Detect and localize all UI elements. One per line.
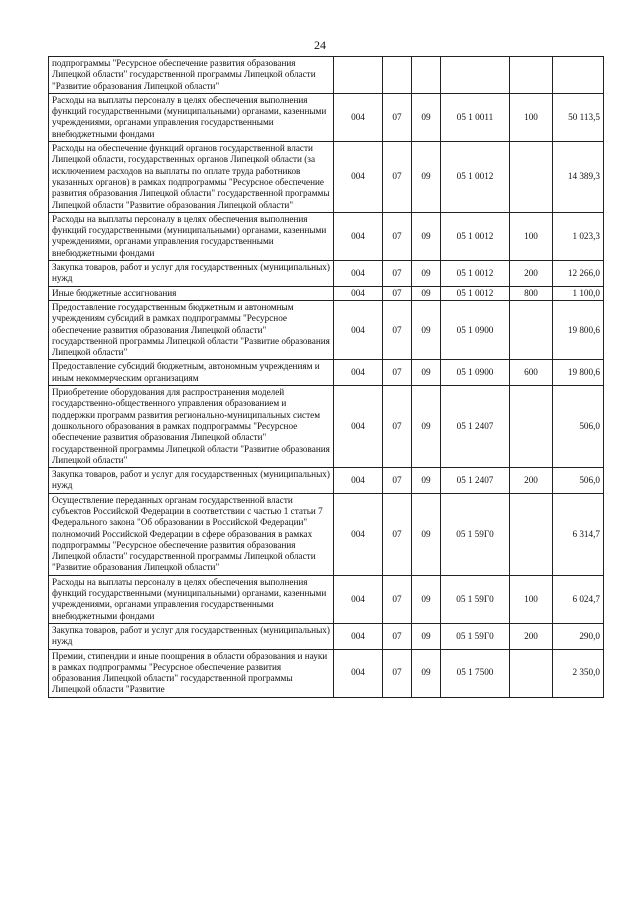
cell-expense-type xyxy=(510,493,553,575)
cell-expense-type: 100 xyxy=(510,212,553,260)
cell-amount: 14 389,3 xyxy=(553,142,604,213)
cell-department-code: 004 xyxy=(334,142,383,213)
cell-subsection: 09 xyxy=(412,386,441,468)
cell-amount: 6 314,7 xyxy=(553,493,604,575)
cell-target-article: 05 1 2407 xyxy=(441,386,510,468)
cell-amount: 19 800,6 xyxy=(553,360,604,386)
cell-section: 07 xyxy=(383,93,412,141)
cell-description: Иные бюджетные ассигнования xyxy=(49,286,334,300)
cell-target-article: 05 1 59Г0 xyxy=(441,623,510,649)
cell-description: Закупка товаров, работ и услуг для государственных (муниципальных) нужд xyxy=(49,468,334,494)
cell-amount: 290,0 xyxy=(553,623,604,649)
cell-subsection: 09 xyxy=(412,261,441,287)
cell-amount: 12 266,0 xyxy=(553,261,604,287)
cell-expense-type xyxy=(510,142,553,213)
cell-department-code: 004 xyxy=(334,468,383,494)
cell-department-code: 004 xyxy=(334,261,383,287)
cell-description: подпрограммы "Ресурсное обеспечение развития образования Липецкой области" государственной программы Липецкой области "Развитие образования Липецкой области" xyxy=(49,57,334,94)
cell-amount: 19 800,6 xyxy=(553,300,604,359)
cell-section: 07 xyxy=(383,575,412,623)
cell-target-article: 05 1 0900 xyxy=(441,360,510,386)
cell-section: 07 xyxy=(383,286,412,300)
cell-expense-type: 100 xyxy=(510,575,553,623)
table-row xyxy=(49,575,604,623)
cell-subsection: 09 xyxy=(412,575,441,623)
cell-target-article: 05 1 0012 xyxy=(441,212,510,260)
table-row xyxy=(49,261,604,287)
cell-expense-type: 800 xyxy=(510,286,553,300)
cell-department-code: 004 xyxy=(334,493,383,575)
cell-subsection: 09 xyxy=(412,286,441,300)
table-row xyxy=(49,212,604,260)
cell-amount: 2 350,0 xyxy=(553,649,604,697)
cell-description: Осуществление переданных органам государственной власти субъектов Российской Федерации в соответствии с частью 1 статьи 7 Федерального закона "Об образовании в Российской Федерации" полномочий Российской Федерации в сфере образования в рамках подпрограммы "Ресурсное обеспечение развития образования Липецкой области" государственной программы Липецкой области "Развитие образования Липецкой области" xyxy=(49,493,334,575)
cell-department-code xyxy=(334,57,383,94)
cell-section: 07 xyxy=(383,493,412,575)
cell-subsection: 09 xyxy=(412,623,441,649)
table-row xyxy=(49,386,604,468)
cell-description: Приобретение оборудования для распространения моделей государственно-общественного управления образованием и поддержки программ развития регионально-муниципальных систем дошкольного образования в рамках подпрограммы "Ресурсное обеспечение развития образования Липецкой области" государственной программы Липецкой области "Развитие образования Липецкой области" xyxy=(49,386,334,468)
cell-expense-type: 600 xyxy=(510,360,553,386)
cell-subsection: 09 xyxy=(412,212,441,260)
cell-department-code: 004 xyxy=(334,212,383,260)
table-row xyxy=(49,286,604,300)
cell-expense-type xyxy=(510,300,553,359)
cell-department-code: 004 xyxy=(334,623,383,649)
cell-subsection: 09 xyxy=(412,468,441,494)
cell-amount: 506,0 xyxy=(553,468,604,494)
cell-section: 07 xyxy=(383,300,412,359)
cell-department-code: 004 xyxy=(334,386,383,468)
cell-subsection: 09 xyxy=(412,649,441,697)
table-row xyxy=(49,493,604,575)
table-row xyxy=(49,649,604,697)
cell-department-code: 004 xyxy=(334,286,383,300)
cell-expense-type: 200 xyxy=(510,261,553,287)
cell-description: Расходы на выплаты персоналу в целях обеспечения выполнения функций государственными (муниципальными) органами, казенными учреждениями, органами управления государственными внебюджетными фондами xyxy=(49,93,334,141)
cell-department-code: 004 xyxy=(334,300,383,359)
table-row xyxy=(49,300,604,359)
cell-subsection: 09 xyxy=(412,493,441,575)
cell-target-article: 05 1 7500 xyxy=(441,649,510,697)
cell-amount xyxy=(553,57,604,94)
cell-subsection: 09 xyxy=(412,360,441,386)
cell-amount: 6 024,7 xyxy=(553,575,604,623)
cell-amount: 506,0 xyxy=(553,386,604,468)
cell-section: 07 xyxy=(383,623,412,649)
cell-target-article: 05 1 0012 xyxy=(441,286,510,300)
cell-target-article: 05 1 59Г0 xyxy=(441,493,510,575)
table-row xyxy=(49,360,604,386)
cell-target-article: 05 1 59Г0 xyxy=(441,575,510,623)
cell-expense-type: 200 xyxy=(510,623,553,649)
cell-description: Закупка товаров, работ и услуг для государственных (муниципальных) нужд xyxy=(49,623,334,649)
cell-subsection xyxy=(412,57,441,94)
budget-table xyxy=(48,56,604,698)
cell-section: 07 xyxy=(383,142,412,213)
cell-department-code: 004 xyxy=(334,649,383,697)
cell-section: 07 xyxy=(383,649,412,697)
cell-subsection: 09 xyxy=(412,300,441,359)
cell-subsection: 09 xyxy=(412,142,441,213)
table-body xyxy=(49,57,604,698)
cell-description: Предоставление субсидий бюджетным, автономным учреждениям и иным некоммерческим организациям xyxy=(49,360,334,386)
table-row xyxy=(49,623,604,649)
cell-section xyxy=(383,57,412,94)
cell-section: 07 xyxy=(383,386,412,468)
cell-section: 07 xyxy=(383,468,412,494)
cell-description: Расходы на выплаты персоналу в целях обеспечения выполнения функций государственными (муниципальными) органами, казенными учреждениями, органами управления государственными внебюджетными фондами xyxy=(49,575,334,623)
table-row xyxy=(49,93,604,141)
cell-amount: 50 113,5 xyxy=(553,93,604,141)
cell-department-code: 004 xyxy=(334,93,383,141)
cell-description: Предоставление государственным бюджетным и автономным учреждениям субсидий в рамках подпрограммы "Ресурсное обеспечение развития образования Липецкой области" государственной программы Липецкой области "Развитие образования Липецкой области" xyxy=(49,300,334,359)
cell-amount: 1 023,3 xyxy=(553,212,604,260)
table-row xyxy=(49,142,604,213)
cell-target-article xyxy=(441,57,510,94)
cell-section: 07 xyxy=(383,212,412,260)
cell-expense-type: 200 xyxy=(510,468,553,494)
cell-target-article: 05 1 0012 xyxy=(441,261,510,287)
cell-target-article: 05 1 0900 xyxy=(441,300,510,359)
cell-description: Расходы на обеспечение функций органов государственной власти Липецкой области, государственных органов Липецкой области (за исключением расходов на выплаты по оплате труда работников указанных органов) в рамках подпрограммы "Ресурсное обеспечение развития образования Липецкой области" государственной программы Липецкой области "Развитие образования Липецкой области" xyxy=(49,142,334,213)
cell-section: 07 xyxy=(383,261,412,287)
cell-description: Расходы на выплаты персоналу в целях обеспечения выполнения функций государственными (муниципальными) органами, казенными учреждениями, органами управления государственными внебюджетными фондами xyxy=(49,212,334,260)
cell-expense-type xyxy=(510,57,553,94)
cell-target-article: 05 1 0012 xyxy=(441,142,510,213)
cell-description: Закупка товаров, работ и услуг для государственных (муниципальных) нужд xyxy=(49,261,334,287)
cell-department-code: 004 xyxy=(334,575,383,623)
table-row xyxy=(49,468,604,494)
cell-target-article: 05 1 0011 xyxy=(441,93,510,141)
cell-department-code: 004 xyxy=(334,360,383,386)
cell-expense-type: 100 xyxy=(510,93,553,141)
cell-amount: 1 100,0 xyxy=(553,286,604,300)
cell-subsection: 09 xyxy=(412,93,441,141)
page-number: 24 xyxy=(314,38,326,52)
cell-expense-type xyxy=(510,386,553,468)
cell-description: Премии, стипендии и иные поощрения в области образования и науки в рамках подпрограммы "Ресурсное обеспечение развития образования Липецкой области" государственной программы Липецкой области "Развитие xyxy=(49,649,334,697)
cell-expense-type xyxy=(510,649,553,697)
cell-section: 07 xyxy=(383,360,412,386)
cell-target-article: 05 1 2407 xyxy=(441,468,510,494)
table-row xyxy=(49,57,604,94)
